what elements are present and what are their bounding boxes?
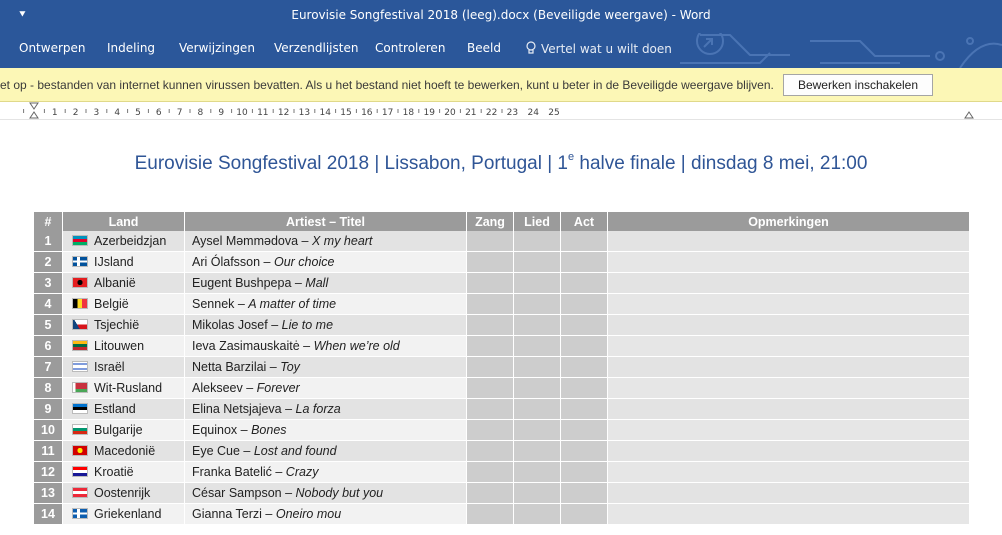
row-number: 14 [34, 504, 63, 525]
zang-score-cell[interactable] [467, 315, 514, 336]
zang-score-cell[interactable] [467, 462, 514, 483]
ruler-label: 18 [402, 108, 415, 118]
song-title: Lost and found [253, 444, 337, 458]
tab-controleren[interactable]: Controleren [375, 41, 446, 55]
header-number: # [34, 212, 63, 231]
country-name: Albanië [94, 276, 136, 290]
israel-flag-icon [72, 361, 88, 372]
act-score-cell[interactable] [561, 252, 608, 273]
iceland-flag-icon [72, 256, 88, 267]
belgium-flag-icon [72, 298, 88, 309]
header-lied: Lied [514, 212, 561, 231]
act-score-cell[interactable] [561, 504, 608, 525]
country-cell[interactable] [63, 504, 185, 525]
country-name: Azerbeidzjan [94, 234, 167, 248]
country-cell[interactable] [63, 231, 185, 252]
ruler-label: 9 [218, 108, 225, 118]
songs-table [34, 212, 970, 525]
document-title [0, 153, 1002, 175]
country-cell[interactable] [63, 336, 185, 357]
zang-score-cell[interactable] [467, 252, 514, 273]
lithuania-flag-icon [72, 340, 88, 351]
ruler-label: 21 [465, 108, 477, 118]
table-row [34, 483, 970, 504]
country-name: Israël [94, 360, 125, 374]
lied-score-cell[interactable] [514, 378, 561, 399]
lied-score-cell[interactable] [514, 399, 561, 420]
country-name: Estland [94, 402, 136, 416]
artist-name: Elina Netsjajeva – [192, 402, 296, 416]
artist-title-cell[interactable] [185, 462, 467, 483]
row-number: 2 [34, 252, 63, 273]
document-title-main: Eurovisie Songfestival 2018 | Lissabon, Portugal | 1 [134, 153, 568, 174]
lied-score-cell[interactable] [514, 504, 561, 525]
act-score-cell[interactable] [561, 483, 608, 504]
country-cell[interactable] [63, 294, 185, 315]
country-name: Oostenrijk [94, 486, 151, 500]
ruler-label: 10 [236, 108, 248, 118]
opmerkingen-cell[interactable] [608, 252, 970, 273]
opmerkingen-cell[interactable] [608, 441, 970, 462]
song-title: Our choice [273, 255, 335, 269]
artist-title-cell[interactable] [185, 273, 467, 294]
bulgaria-flag-icon [72, 424, 88, 435]
country-cell[interactable] [63, 315, 185, 336]
ribbon-tabs [0, 33, 1002, 68]
artist-title-cell[interactable] [185, 315, 467, 336]
belarus-flag-icon [72, 382, 88, 393]
zang-score-cell[interactable] [467, 399, 514, 420]
austria-flag-icon [72, 487, 88, 498]
artist-title-cell[interactable] [185, 231, 467, 252]
act-score-cell[interactable] [561, 357, 608, 378]
opmerkingen-cell[interactable] [608, 462, 970, 483]
ruler-label: 6 [155, 108, 162, 118]
country-cell[interactable] [63, 420, 185, 441]
row-number: 1 [34, 231, 63, 252]
lied-score-cell[interactable] [514, 231, 561, 252]
country-name: IJsland [94, 255, 134, 269]
artist-name: Aysel Məmmədova – [192, 234, 312, 248]
ruler-label: 12 [277, 108, 290, 118]
lied-score-cell[interactable] [514, 315, 561, 336]
zang-score-cell[interactable] [467, 231, 514, 252]
ruler-label: 19 [423, 108, 435, 118]
ruler-label: 1 [51, 108, 58, 118]
document-page [0, 120, 1002, 535]
artist-name: Eye Cue – [192, 444, 254, 458]
albania-flag-icon [72, 277, 88, 288]
horizontal-ruler[interactable] [0, 102, 1002, 120]
act-score-cell[interactable] [561, 462, 608, 483]
country-name: Wit-Rusland [94, 381, 163, 395]
song-title: Nobody but you [295, 486, 384, 500]
country-cell[interactable] [63, 462, 185, 483]
row-number: 10 [34, 420, 63, 441]
row-number: 12 [34, 462, 63, 483]
act-score-cell[interactable] [561, 294, 608, 315]
country-name: Griekenland [94, 507, 162, 521]
country-name: Litouwen [94, 339, 145, 353]
song-title: Bones [251, 423, 287, 437]
song-title: Lie to me [281, 318, 334, 332]
ruler-label: 22 [485, 108, 498, 118]
song-title: When we’re old [313, 339, 400, 353]
zang-score-cell[interactable] [467, 483, 514, 504]
act-score-cell[interactable] [561, 399, 608, 420]
artist-title-cell[interactable] [185, 294, 467, 315]
country-cell[interactable] [63, 357, 185, 378]
ruler-label: 7 [176, 108, 183, 118]
tab-beeld[interactable]: Beeld [467, 41, 501, 55]
ruler-scale [0, 102, 1002, 120]
header-opmerkingen: Opmerkingen [608, 212, 970, 231]
artist-title-cell[interactable] [185, 378, 467, 399]
tab-ontwerpen[interactable]: Ontwerpen [19, 41, 86, 55]
ruler-label: 11 [257, 108, 269, 118]
lied-score-cell[interactable] [514, 441, 561, 462]
artist-name: Ieva Zasimauskaitė – [192, 339, 314, 353]
song-title: Mall [305, 276, 329, 290]
row-number: 4 [34, 294, 63, 315]
country-name: Macedonië [94, 444, 156, 458]
ruler-label: 16 [361, 108, 373, 118]
artist-title-cell[interactable] [185, 483, 467, 504]
zang-score-cell[interactable] [467, 504, 514, 525]
title-bar [0, 0, 1002, 33]
row-number: 11 [34, 441, 63, 462]
greece-flag-icon [72, 508, 88, 519]
estonia-flag-icon [72, 403, 88, 414]
song-title: Toy [280, 360, 300, 374]
zang-score-cell[interactable] [467, 294, 514, 315]
artist-name: César Sampson – [192, 486, 296, 500]
document-title-superscript: e [568, 151, 575, 163]
tell-me-search[interactable] [525, 41, 672, 56]
lightbulb-icon [525, 41, 537, 55]
row-number: 6 [34, 336, 63, 357]
artist-title-cell[interactable] [185, 420, 467, 441]
opmerkingen-cell[interactable] [608, 294, 970, 315]
opmerkingen-cell[interactable] [608, 399, 970, 420]
song-title: Forever [256, 381, 300, 395]
row-number: 9 [34, 399, 63, 420]
opmerkingen-cell[interactable] [608, 357, 970, 378]
ruler-label: 15 [340, 108, 352, 118]
artist-title-cell[interactable] [185, 504, 467, 525]
opmerkingen-cell[interactable] [608, 378, 970, 399]
artist-title-cell[interactable] [185, 399, 467, 420]
table-row [34, 504, 970, 525]
table-row [34, 399, 970, 420]
ruler-label: 20 [444, 108, 456, 118]
ruler-label: 4 [114, 108, 121, 118]
ruler-label: 24 [527, 108, 539, 118]
lied-score-cell[interactable] [514, 357, 561, 378]
act-score-cell[interactable] [561, 378, 608, 399]
act-score-cell[interactable] [561, 441, 608, 462]
zang-score-cell[interactable] [467, 441, 514, 462]
czechia-flag-icon [72, 319, 88, 330]
ruler-label: 23 [506, 108, 519, 118]
opmerkingen-cell[interactable] [608, 273, 970, 294]
table-header-row [34, 212, 970, 231]
act-score-cell[interactable] [561, 420, 608, 441]
ruler-label: 13 [298, 108, 311, 118]
artist-name: Gianna Terzi – [192, 507, 276, 521]
table-row [34, 273, 970, 294]
lied-score-cell[interactable] [514, 252, 561, 273]
table-row [34, 420, 970, 441]
tab-verzendlijsten[interactable]: Verzendlijsten [274, 41, 359, 55]
country-name: Bulgarije [94, 423, 143, 437]
table-row [34, 252, 970, 273]
row-number: 5 [34, 315, 63, 336]
artist-name: Equinox – [192, 423, 252, 437]
header-land: Land [63, 212, 185, 231]
azerbaijan-flag-icon [72, 235, 88, 246]
opmerkingen-cell[interactable] [608, 336, 970, 357]
opmerkingen-cell[interactable] [608, 420, 970, 441]
song-title: A matter of time [248, 297, 337, 311]
artist-name: Franka Batelić – [192, 465, 286, 479]
croatia-flag-icon [72, 466, 88, 477]
ruler-label: 17 [381, 108, 394, 118]
protected-view-message: et op - bestanden van internet kunnen virussen bevatten. Als u het bestand niet hoeft te bewerken, kunt u beter in de Beveiligde weergave blijven. [0, 78, 774, 92]
country-name: Tsjechië [94, 318, 140, 332]
song-title: La forza [295, 402, 341, 416]
header-act: Act [561, 212, 608, 231]
opmerkingen-cell[interactable] [608, 504, 970, 525]
macedonia-flag-icon [72, 445, 88, 456]
lied-score-cell[interactable] [514, 483, 561, 504]
row-number: 13 [34, 483, 63, 504]
table-row [34, 378, 970, 399]
country-cell[interactable] [63, 378, 185, 399]
table-row [34, 231, 970, 252]
country-cell[interactable] [63, 441, 185, 462]
opmerkingen-cell[interactable] [608, 315, 970, 336]
tab-indeling[interactable]: Indeling [107, 41, 156, 55]
table-body [34, 231, 970, 525]
table-row [34, 315, 970, 336]
country-cell[interactable] [63, 399, 185, 420]
lied-score-cell[interactable] [514, 336, 561, 357]
lied-score-cell[interactable] [514, 294, 561, 315]
act-score-cell[interactable] [561, 231, 608, 252]
zang-score-cell[interactable] [467, 378, 514, 399]
zang-score-cell[interactable] [467, 357, 514, 378]
enable-editing-button[interactable]: Bewerken inschakelen [783, 74, 933, 96]
table-row [34, 336, 970, 357]
ruler-label: 25 [548, 108, 560, 118]
zang-score-cell[interactable] [467, 420, 514, 441]
quick-access-dropdown-icon[interactable]: ⯆ [18, 8, 27, 21]
row-number: 7 [34, 357, 63, 378]
ruler-label: 8 [197, 108, 204, 118]
tab-verwijzingen[interactable]: Verwijzingen [179, 41, 255, 55]
ruler-label: 14 [319, 108, 331, 118]
protected-view-message-bar [0, 68, 1002, 102]
country-cell[interactable] [63, 252, 185, 273]
artist-title-cell[interactable] [185, 441, 467, 462]
country-name: Kroatië [94, 465, 134, 479]
tell-me-label: Vertel wat u wilt doen [541, 42, 672, 56]
artist-title-cell[interactable] [185, 252, 467, 273]
ruler-label: 2 [72, 108, 79, 118]
act-score-cell[interactable] [561, 315, 608, 336]
song-title: Oneiro mou [275, 507, 342, 521]
ruler-label: 3 [93, 108, 100, 118]
artist-name: Ari Ólafsson – [192, 255, 274, 269]
row-number: 3 [34, 273, 63, 294]
country-name: België [94, 297, 129, 311]
song-title: X my heart [311, 234, 373, 248]
opmerkingen-cell[interactable] [608, 231, 970, 252]
artist-name: Alekseev – [192, 381, 257, 395]
country-cell[interactable] [63, 273, 185, 294]
lied-score-cell[interactable] [514, 462, 561, 483]
row-number: 8 [34, 378, 63, 399]
country-cell[interactable] [63, 483, 185, 504]
window-title: Eurovisie Songfestival 2018 (leeg).docx (Beveiligde weergave) - Word [291, 8, 711, 22]
table-row [34, 462, 970, 483]
lied-score-cell[interactable] [514, 273, 561, 294]
song-title: Crazy [285, 465, 319, 479]
opmerkingen-cell[interactable] [608, 483, 970, 504]
table-row [34, 294, 970, 315]
lied-score-cell[interactable] [514, 420, 561, 441]
table-row [34, 441, 970, 462]
ribbon-circuit-decoration [640, 33, 1002, 68]
artist-name: Netta Barzilai – [192, 360, 281, 374]
header-artist-title: Artiest – Titel [185, 212, 467, 231]
ruler-label: 5 [135, 108, 141, 118]
table-row [34, 357, 970, 378]
artist-name: Eugent Bushpepa – [192, 276, 306, 290]
act-score-cell[interactable] [561, 336, 608, 357]
header-zang: Zang [467, 212, 514, 231]
document-title-rest: halve finale | dinsdag 8 mei, 21:00 [574, 153, 868, 174]
zang-score-cell[interactable] [467, 273, 514, 294]
zang-score-cell[interactable] [467, 336, 514, 357]
artist-title-cell[interactable] [185, 336, 467, 357]
artist-name: Mikolas Josef – [192, 318, 282, 332]
artist-title-cell[interactable] [185, 357, 467, 378]
act-score-cell[interactable] [561, 273, 608, 294]
artist-name: Sennek – [192, 297, 249, 311]
